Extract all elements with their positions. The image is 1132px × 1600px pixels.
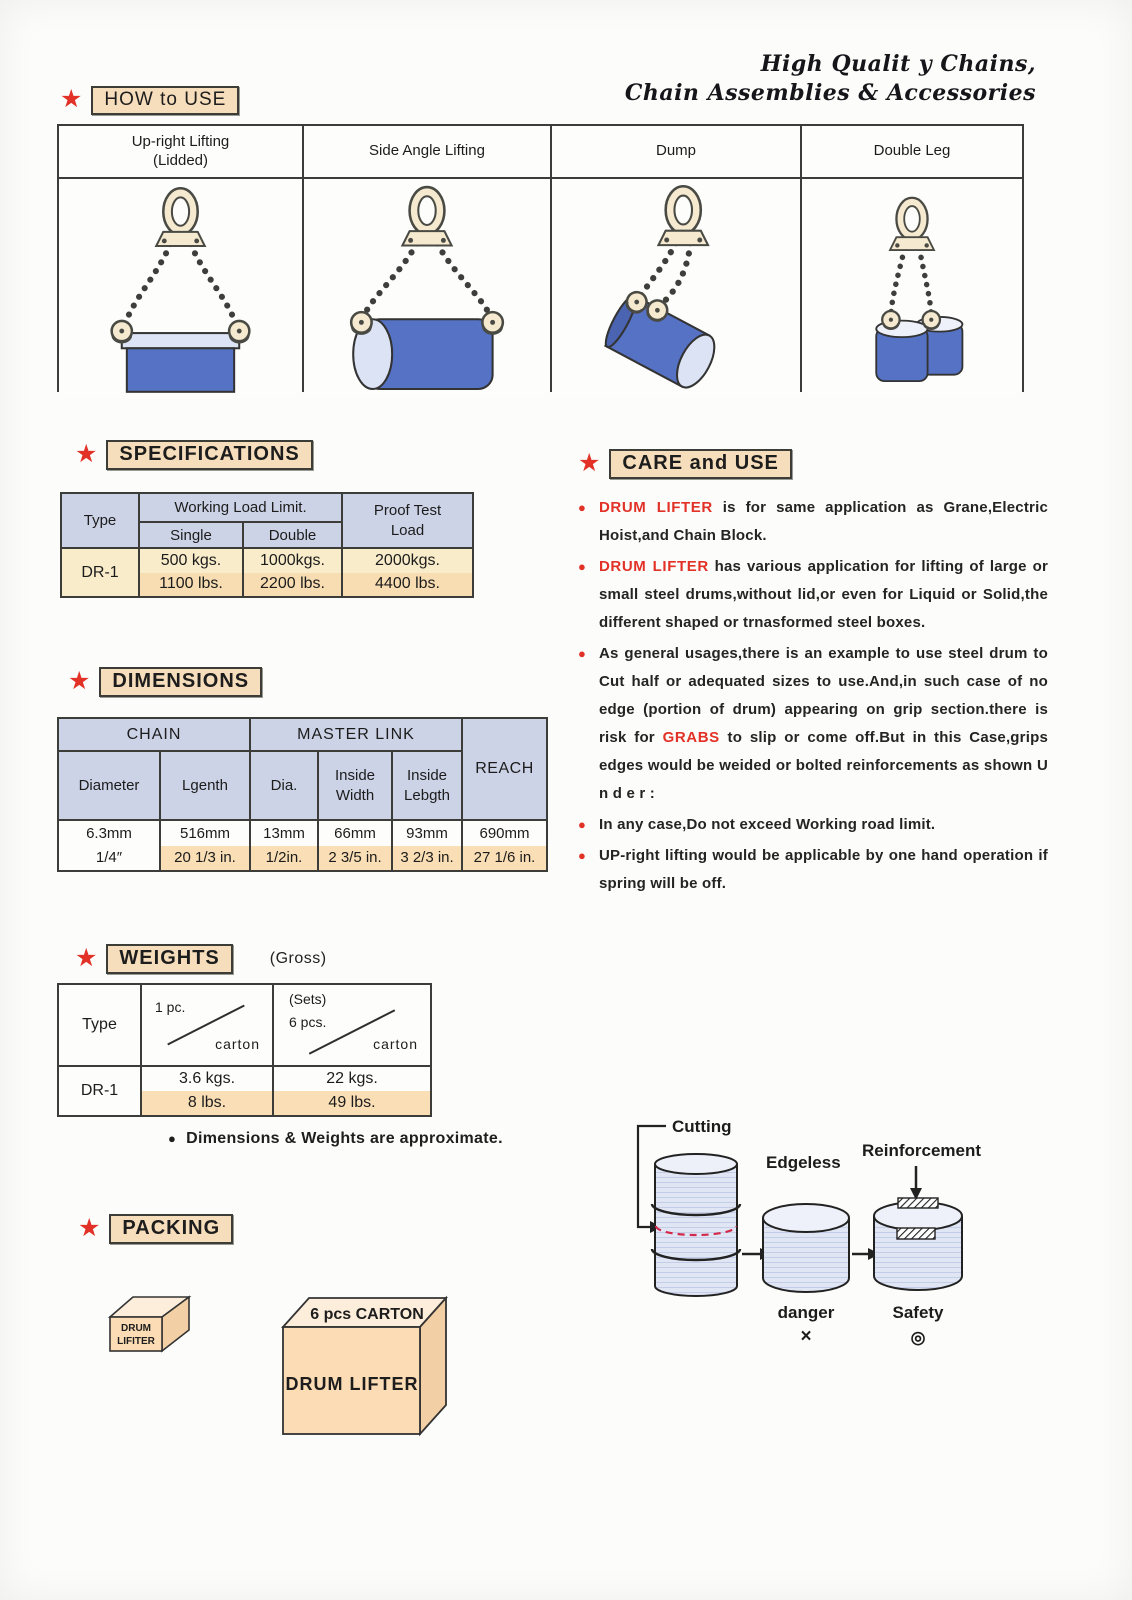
- care-title: CARE and USE: [609, 449, 791, 479]
- reach-in: 27 1/6 in.: [463, 846, 546, 871]
- weights-table: [57, 983, 432, 1117]
- big-box-top-label: 6 pcs CARTON: [310, 1306, 424, 1323]
- drum-front: [876, 321, 927, 382]
- double-leg-illustration: [802, 179, 1022, 398]
- how-col-header-upright: [59, 126, 302, 177]
- how-col-label: Side Angle Lifting: [369, 142, 485, 160]
- dim-header-diameter: Diameter: [59, 752, 159, 819]
- dim-row-dia: [251, 821, 317, 870]
- section-specifications: [75, 440, 313, 470]
- master-link: [890, 198, 934, 250]
- spec-row-double: [244, 549, 341, 596]
- bullet-icon: ●: [578, 500, 587, 515]
- c1-lb: 8 lbs.: [142, 1091, 272, 1115]
- dia-mm: 13mm: [263, 824, 305, 842]
- dim-header-length: Lgenth: [161, 752, 249, 819]
- double-kg: 1000kgs.: [244, 549, 341, 573]
- bullet-text: has various application for lifting of large or small steel drums,without lid,or even for Liquid or Solid,the different shaped or trnasformed steel boxes.: [599, 558, 1048, 631]
- proof-line2: Load: [390, 521, 425, 539]
- dim-row-inside-length: [393, 821, 461, 870]
- chain-left: [891, 248, 905, 316]
- reinforcement-patch-back: [898, 1198, 938, 1208]
- approximate-note: [168, 1130, 503, 1148]
- care-bullet-list: [578, 494, 1048, 901]
- master-link: [658, 186, 708, 245]
- small-carton-box: [110, 1297, 189, 1351]
- chain-right: [191, 244, 238, 329]
- dim-header-master-link: MASTER LINK: [251, 719, 461, 750]
- how-to-use-title: HOW to USE: [91, 86, 239, 115]
- length-in: 20 1/3 in.: [161, 846, 249, 871]
- how-col-label: Dump: [655, 142, 696, 160]
- star-icon: ★: [78, 1213, 101, 1242]
- bullet-icon: ●: [168, 1131, 177, 1146]
- drum: [122, 333, 239, 392]
- cutting-label: Cutting: [672, 1117, 732, 1136]
- how-col-header-dump: [552, 126, 800, 177]
- section-how-to-use: [60, 86, 239, 115]
- reinforced-drum: [874, 1198, 962, 1290]
- drum: [353, 319, 492, 389]
- reinforcement-label: Reinforcement: [862, 1141, 982, 1160]
- master-link: [156, 188, 205, 246]
- bullet-text: to slip or come off.But in this Case,grips edges would be weided or bolted reinforcements as shown U n d e r :: [599, 729, 1048, 802]
- danger-label: danger: [777, 1303, 835, 1322]
- section-weights: [75, 944, 327, 974]
- grab-left: [882, 311, 899, 329]
- ilength-in: 3 2/3 in.: [393, 846, 461, 871]
- weights-row-6pcs: [274, 1067, 430, 1115]
- dim-row-diameter: [59, 821, 159, 870]
- chain-right: [437, 243, 491, 319]
- chain-left: [124, 244, 171, 329]
- bullet-text: In any case,Do not exceed Working road limit.: [599, 816, 936, 833]
- proof-line1: Proof Test: [373, 502, 442, 519]
- chain-left: [362, 243, 416, 319]
- diameter-in: 1/4″: [95, 849, 123, 867]
- bullet-text: UP-right lifting would be applicable by one hand operation if spring will be off.: [599, 847, 1048, 892]
- upright-lifting-drawing: [59, 179, 302, 398]
- brand-line1: High Qualit y Chains,: [760, 51, 1036, 77]
- care-bullet-5: [578, 842, 1048, 898]
- grab-left: [351, 312, 372, 334]
- care-bullet-3: [578, 640, 1048, 808]
- danger-mark: ×: [800, 1326, 812, 1347]
- bullet-icon: ●: [578, 646, 587, 661]
- dim-header-chain: CHAIN: [59, 719, 249, 750]
- grab-right: [923, 311, 940, 329]
- side-angle-drawing: [304, 179, 550, 398]
- dump-illustration: [552, 179, 800, 398]
- safety-label: Safety: [892, 1303, 944, 1322]
- care-bullet-2: [578, 553, 1048, 637]
- section-dimensions: [68, 667, 262, 697]
- dim-row-reach: [463, 821, 546, 870]
- length-mm: 516mm: [179, 824, 231, 842]
- sets-label: (Sets): [289, 991, 327, 1007]
- spec-header-double: Double: [244, 523, 341, 547]
- spec-header-single: Single: [140, 523, 242, 547]
- star-icon: ★: [578, 448, 601, 477]
- full-drum: [652, 1154, 740, 1296]
- weights-row-1pc: [142, 1067, 272, 1115]
- side-angle-lifting-illustration: [304, 179, 550, 398]
- small-box-label-line1: DRUM: [121, 1323, 151, 1334]
- weights-header-type: Type: [59, 985, 140, 1065]
- dim-header-dia: Dia.: [251, 752, 317, 819]
- dim-row-length: [161, 821, 249, 870]
- spec-header-wll: Working Load Limit.: [140, 494, 341, 521]
- how-col-header-double-leg: [802, 126, 1022, 177]
- care-bullet-1: [578, 494, 1048, 550]
- how-to-use-table: [57, 124, 1024, 392]
- proof-lb: 4400 lbs.: [343, 573, 472, 597]
- edgeless-drum: [763, 1204, 849, 1292]
- double-lb: 2200 lbs.: [244, 573, 341, 597]
- spec-header-proof: [343, 494, 472, 547]
- packing-title: PACKING: [109, 1214, 233, 1244]
- weights-gross-label: (Gross): [269, 950, 327, 967]
- dim-header-inside-length: Inside Lebgth: [393, 752, 461, 819]
- bullet-icon: ●: [578, 817, 587, 832]
- weights-header-sets-carton: [274, 985, 430, 1065]
- spec-row-type: DR-1: [62, 549, 138, 596]
- c1-kg: 3.6 kgs.: [178, 1070, 236, 1087]
- drum-cutting-diagram: [615, 1090, 1035, 1350]
- note-text: Dimensions & Weights are approximate.: [186, 1130, 503, 1147]
- dimensions-table: [57, 717, 548, 872]
- upright-lifting-illustration: [59, 179, 302, 398]
- grab-left: [112, 321, 132, 342]
- reinforcement-patch-front: [897, 1228, 935, 1239]
- c2-kg: 22 kgs.: [326, 1070, 378, 1087]
- bullet-text: As general usages,there is an example to use steel drum to Cut half or adequated sizes to use.And,in such case of no edge (portion of drum) appearing on grip section.there is risk for: [599, 645, 1048, 746]
- spec-row-proof: [343, 549, 472, 596]
- carton-label: carton: [373, 1036, 418, 1052]
- single-lb: 1100 lbs.: [140, 573, 242, 597]
- reach-mm: 690mm: [479, 824, 530, 842]
- weights-title: WEIGHTS: [106, 944, 232, 974]
- how-col-header-side-angle: [304, 126, 550, 177]
- bullet-red-term: GRABS: [662, 729, 720, 746]
- proof-kg: 2000kgs.: [343, 549, 472, 573]
- brand-line2: Chain Assemblies & Accessories: [624, 80, 1036, 107]
- care-bullet-4: [578, 811, 1048, 839]
- six-pcs-label: 6 pcs.: [289, 1014, 327, 1030]
- spec-row-single: [140, 549, 242, 596]
- how-col-label: Double Leg: [873, 142, 951, 160]
- packing-boxes-drawing: [95, 1285, 465, 1445]
- how-col-label: Up-right Lifting: [131, 132, 230, 150]
- one-pc-label: 1 pc.: [155, 999, 186, 1015]
- bullet-red-term: DRUM LIFTER: [599, 558, 709, 575]
- chain-right: [658, 243, 690, 307]
- dim-header-inside-width: Inside Width: [319, 752, 391, 819]
- dump-drawing: [552, 179, 800, 398]
- dimensions-title: DIMENSIONS: [99, 667, 262, 697]
- bullet-text: is for same application as Grane,Electric Hoist,and Chain Block.: [599, 499, 1048, 544]
- big-carton-box: [283, 1298, 446, 1434]
- section-care-and-use: [578, 449, 792, 479]
- specifications-table: [60, 492, 474, 598]
- c2-lb: 49 lbs.: [274, 1091, 430, 1115]
- edgeless-label: Edgeless: [766, 1153, 841, 1172]
- star-icon: ★: [75, 439, 98, 468]
- single-kg: 500 kgs.: [140, 549, 242, 573]
- brand-header: [625, 50, 1036, 108]
- small-box-label-line2: LIFITER: [117, 1336, 155, 1347]
- specifications-title: SPECIFICATIONS: [106, 440, 312, 470]
- star-icon: ★: [75, 943, 98, 972]
- bullet-icon: ●: [578, 559, 587, 574]
- bullet-icon: ●: [578, 848, 587, 863]
- weights-header-per-carton: [142, 985, 272, 1065]
- star-icon: ★: [60, 85, 83, 113]
- safety-mark: ◎: [910, 1328, 926, 1347]
- dia-in: 1/2in.: [251, 846, 317, 871]
- chain-right: [919, 248, 931, 316]
- how-col-label2: (Lidded): [152, 151, 209, 169]
- double-leg-drawing: [802, 179, 1022, 398]
- section-packing: [78, 1214, 233, 1244]
- grab-right: [482, 312, 503, 334]
- carton-label: carton: [215, 1036, 260, 1052]
- width-mm: 66mm: [334, 824, 376, 842]
- grab-right: [229, 321, 249, 342]
- bullet-red-term: DRUM LIFTER: [599, 499, 713, 516]
- ilength-mm: 93mm: [406, 824, 448, 842]
- star-icon: ★: [68, 666, 91, 695]
- dim-row-inside-width: [319, 821, 391, 870]
- master-link: [402, 187, 451, 245]
- width-in: 2 3/5 in.: [319, 846, 391, 871]
- weights-row-type: DR-1: [59, 1067, 140, 1115]
- big-box-front-label: DRUM LIFTER: [285, 1374, 419, 1394]
- dim-header-reach: REACH: [463, 719, 546, 819]
- diameter-mm: 6.3mm: [86, 824, 132, 842]
- spec-header-type: Type: [62, 494, 138, 547]
